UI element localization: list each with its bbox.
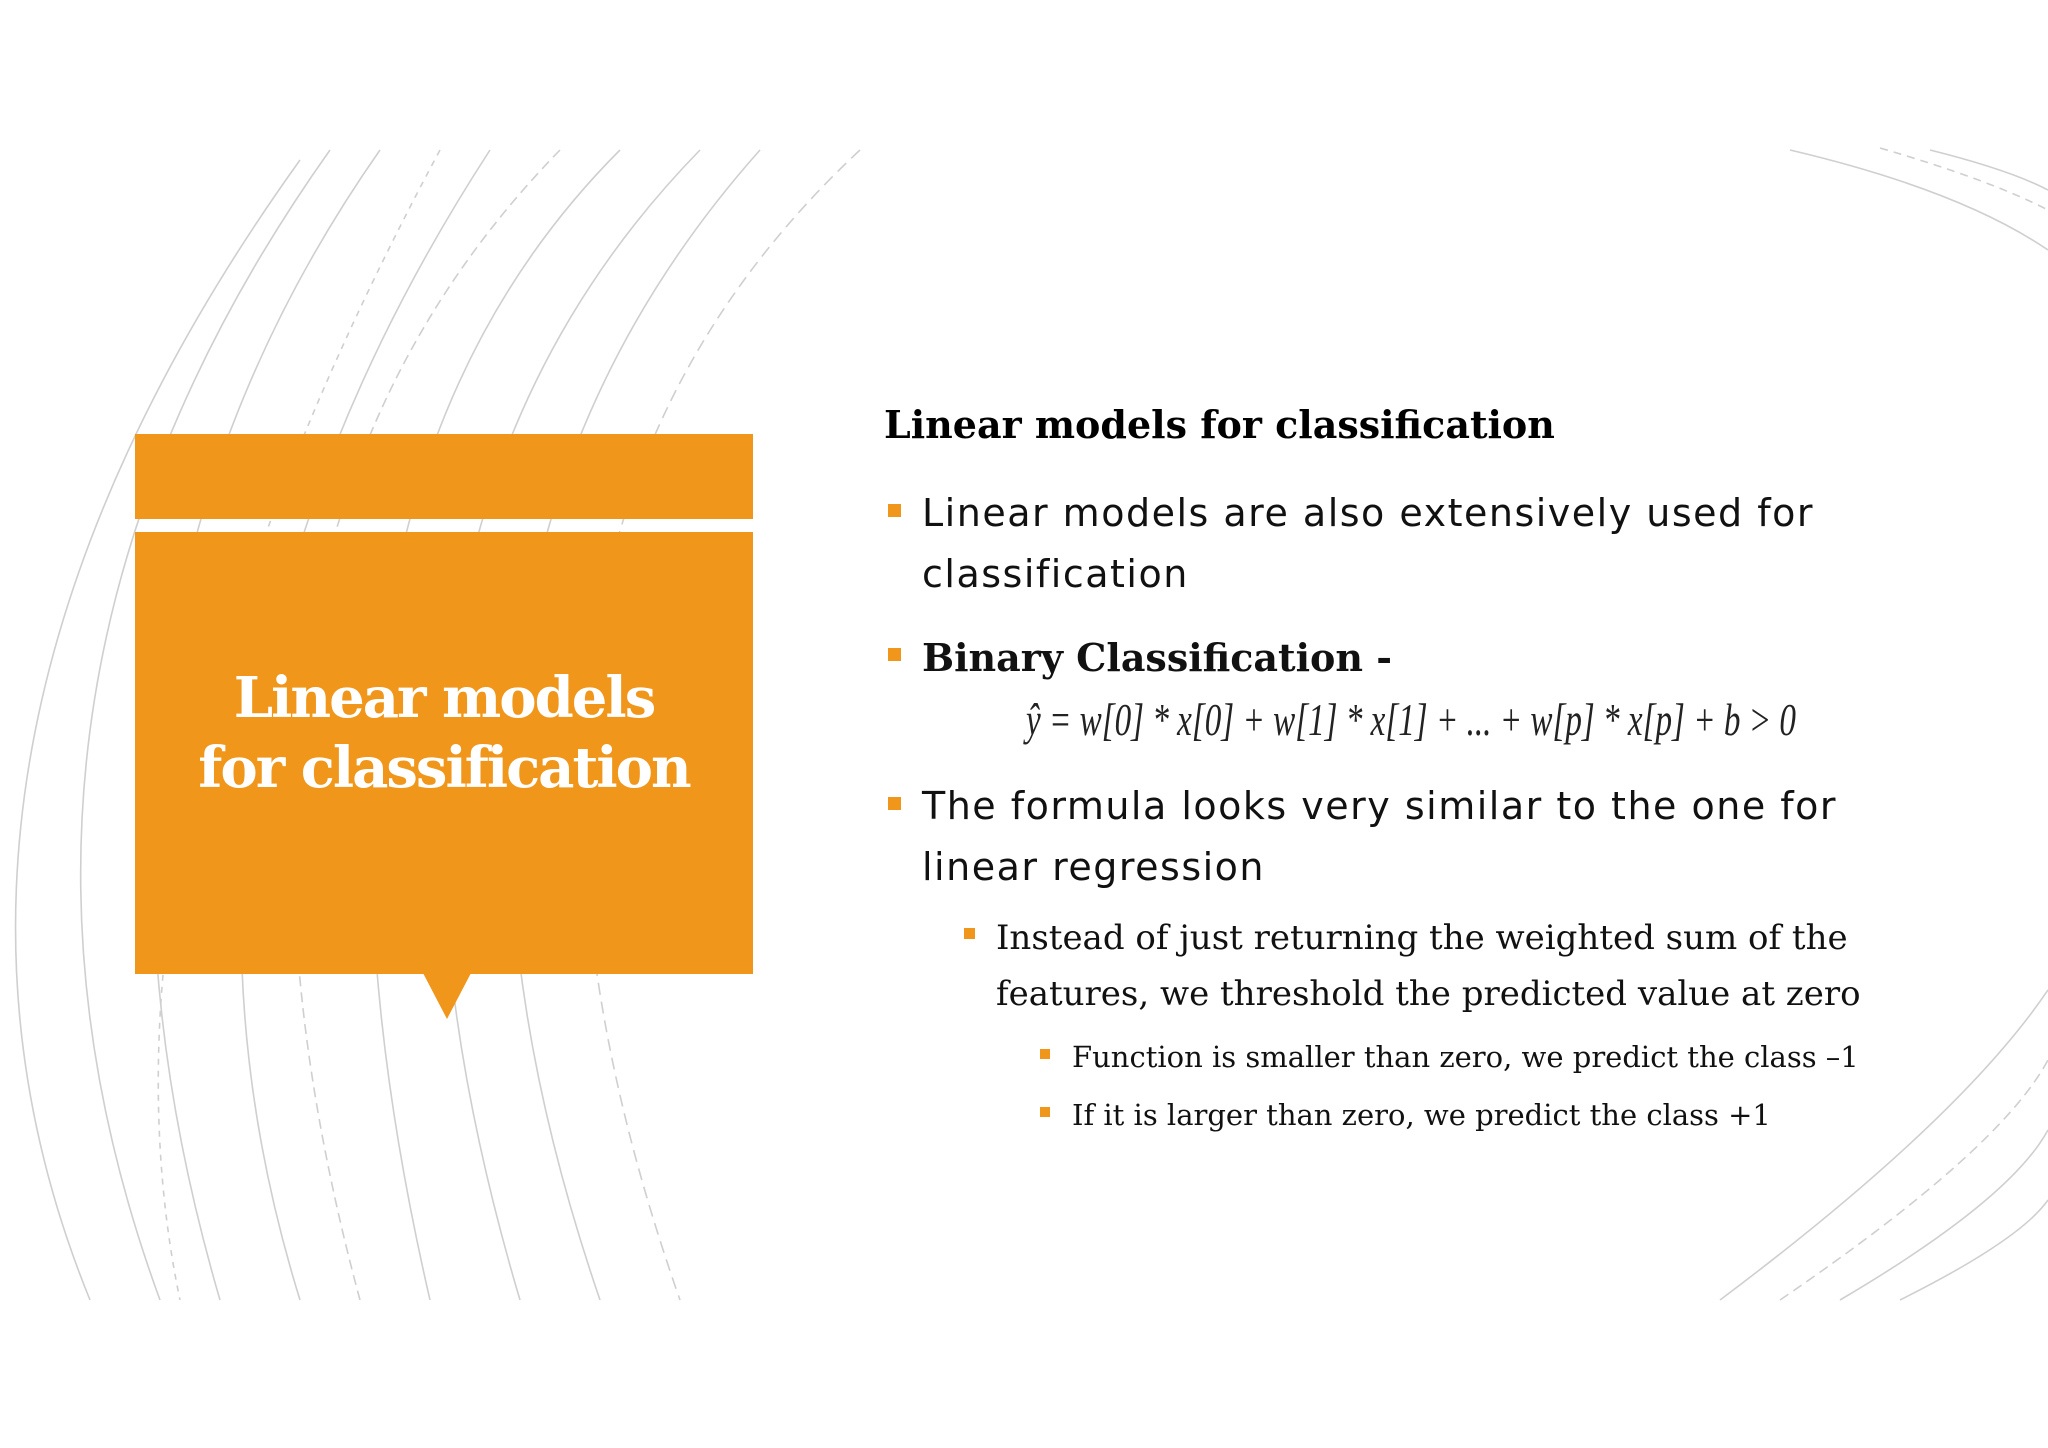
square-bullet-icon [888, 797, 901, 810]
formula: ŷ = w[0] * x[0] + w[1] * x[1] + ... + w[p] * x[p] + b > 0 [1026, 694, 1796, 745]
sub-sub-bullet-negative [1036, 1034, 1944, 1080]
slide-content [884, 395, 1944, 1138]
square-bullet-icon [888, 648, 901, 661]
title-callout-box [135, 532, 753, 974]
square-bullet-icon [1040, 1107, 1050, 1117]
slide-title-line2: for classification [198, 735, 690, 801]
content-heading: Linear models for classification [884, 402, 1555, 447]
bullet-text: Linear models are also extensively used for classification [922, 491, 1815, 596]
bullet-text: Function is smaller than zero, we predict the class –1 [1072, 1040, 1859, 1074]
square-bullet-icon [888, 504, 901, 517]
bullet-text: Instead of just returning the weighted sum of the features, we threshold the predicted value at zero [996, 918, 1861, 1014]
sub-bullet-threshold [960, 910, 1944, 1022]
bullet-linear-models [884, 483, 1944, 605]
sub-sub-bullet-positive [1036, 1092, 1944, 1138]
callout-tail [423, 973, 471, 1019]
slide-title-line1: Linear models [233, 665, 655, 731]
bullet-formula-similar [884, 776, 1944, 898]
slide-title [198, 663, 689, 803]
bullet-text: If it is larger than zero, we predict the class +1 [1072, 1098, 1771, 1132]
accent-bar [135, 434, 753, 519]
bullet-text: Binary Classification - [922, 635, 1393, 680]
square-bullet-icon [964, 928, 975, 939]
bullet-binary-classification [884, 627, 1944, 688]
square-bullet-icon [1040, 1049, 1050, 1059]
bullet-text: The formula looks very similar to the one for linear regression [922, 784, 1838, 889]
